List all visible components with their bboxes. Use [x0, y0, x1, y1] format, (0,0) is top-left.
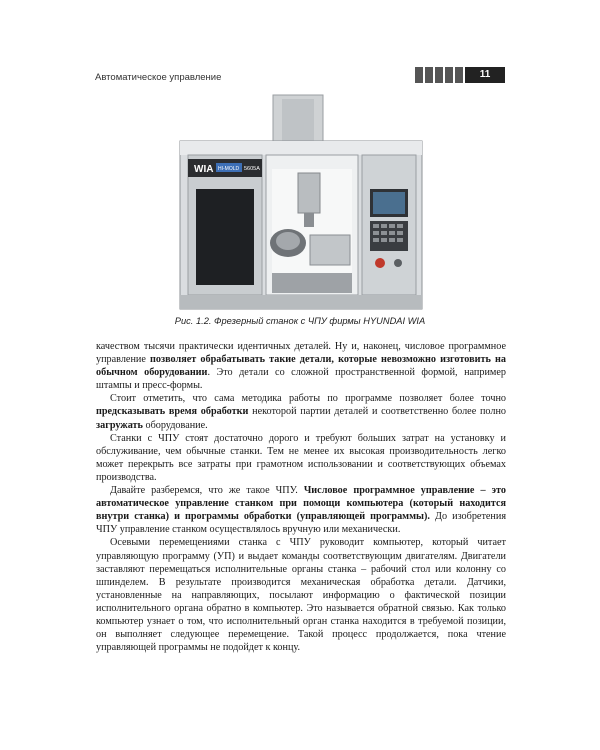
page-number: 11	[465, 67, 505, 83]
paragraph: Стоит отметить, что сама методика работы по программе позволяет более точно предсказывать время обработки некоторой партии деталей и соответственно более полно загружать оборудование.	[96, 393, 506, 431]
body-text	[96, 340, 506, 654]
header-bar	[445, 67, 453, 83]
brand-label: WIA	[194, 164, 214, 175]
figure-caption: Рис. 1.2. Фрезерный станок с ЧПУ фирмы HYUNDAI WIA	[174, 316, 426, 326]
page-header	[95, 66, 505, 88]
model-number-label: 5605A	[244, 166, 260, 172]
paragraph: Осевыми перемещениями станка с ЧПУ руководит компьютер, который читает управляющую программу (УП) и выдает команды соответствующим двигателям. Двигатели заставляют перемещаться исполнительные органы станка – рабочий стол или колонну со шпинделем. В результате производится механическая обработка детали. Датчики, установленные на направляющих, посылают информацию о фактической позиции исполнительного органа обратно в компьютер. Это называется обратной связью. Как только компьютер узнает о том, что исполнительный орган станка находится в требуемой позиции, он выполняет следующее перемещение. Такой процесс продолжается, пока чтение управляющей программы не подойдет к концу.	[96, 537, 506, 654]
running-title: Автоматическое управление	[95, 72, 222, 83]
paragraph: Давайте разберемся, что же такое ЧПУ. Числовое программное управление – это автоматическое управление станком при помощи компьютера (который находится внутри станка) и программы обработки (управляющей программы). До изобретения ЧПУ управление станком осуществлялось вручную или механически.	[96, 485, 507, 536]
paragraph: качеством тысячи практически идентичных деталей. Ну и, наконец, числовое программное управление позволяет обрабатывать такие детали, которые невозможно изготовить на обычном оборудовании. Это детали со сложной пространственной формой, например штампы и пресс-формы.	[96, 341, 506, 392]
header-bar	[435, 67, 443, 83]
header-bar	[425, 67, 433, 83]
header-bar	[415, 67, 423, 83]
paragraph: Станки с ЧПУ стоят достаточно дорого и требуют больших затрат на установку и обслуживание, чем обычные станки. Тем не менее их высокая производительность легко может перекрыть все затраты при грамотном использовании и соответствующих объемах производства.	[96, 432, 506, 483]
header-bar	[455, 67, 463, 83]
cnc-machine-illustration	[170, 93, 430, 311]
cnc-machine-figure	[170, 93, 430, 311]
model-label: HI-MOLD	[218, 166, 240, 172]
